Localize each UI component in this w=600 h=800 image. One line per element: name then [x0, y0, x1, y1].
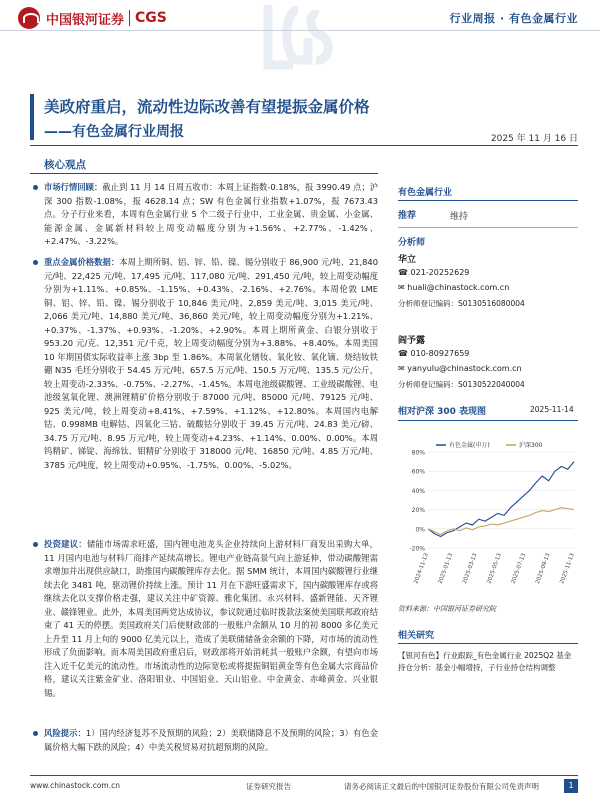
bullet-icon: [33, 260, 38, 265]
series-line-1: [428, 508, 574, 535]
report-type-label: 行业周报 · 有色金属行业: [449, 12, 578, 25]
rating-label: 推荐: [398, 211, 417, 221]
analyst-email[interactable]: [398, 283, 509, 292]
legend-label: 有色金属(申万): [449, 442, 490, 449]
email-value[interactable]: huali@chinastock.com.cn: [407, 283, 510, 292]
sidebar-divider: [398, 200, 578, 201]
paragraph-text: 1）国内经济复苏不及预期的风险；2）美联储降息不及预期的风险；3）有色金属价格大幅下跌的风险；4）中美关税贸易对抗超预期的风险。: [44, 728, 378, 752]
paragraph-risk-warning: [44, 727, 378, 754]
phone-value: 010-80927659: [410, 349, 470, 358]
analyst-phone: [398, 268, 469, 277]
analyst-heading: 分析师: [398, 238, 426, 248]
background-watermark-icon: [258, 0, 368, 70]
chart-date: 2025-11-14: [530, 405, 574, 414]
x-tick-label: 2025-07-13: [510, 552, 528, 585]
logo-mark-icon: [18, 7, 40, 29]
industry-heading: 有色金属行业: [398, 188, 453, 198]
x-tick-label: 2025-05-13: [486, 552, 503, 585]
relative-performance-chart: [398, 438, 578, 588]
chart-svg: [398, 438, 578, 588]
x-tick-label: 2025-01-13: [437, 552, 455, 585]
rating-value: 维持: [450, 212, 469, 222]
core-view-heading: 核心观点: [44, 159, 86, 171]
email-value[interactable]: yanyulu@chinastock.com.cn: [407, 364, 522, 373]
sidebar-divider: [398, 227, 578, 228]
legend-label: 沪深300: [519, 442, 543, 449]
y-tick-label: 0%: [415, 526, 425, 534]
phone-icon: ☎: [398, 268, 411, 277]
footer-divider: [30, 775, 578, 776]
series-line-0: [428, 462, 574, 537]
analyst-name: 阎予露: [398, 336, 426, 346]
y-tick-label: 40%: [411, 487, 425, 495]
email-icon: ✉: [398, 283, 408, 292]
analyst-email[interactable]: [398, 364, 522, 373]
page-number: 1: [564, 779, 578, 793]
title-divider: [30, 145, 578, 146]
y-tick-label: 80%: [411, 449, 425, 457]
analyst-name: 华立: [398, 255, 417, 265]
analyst-phone: [398, 349, 469, 358]
paragraph-investment-advice: [44, 538, 378, 700]
paragraph-lead: 市场行情回顾：: [44, 182, 103, 192]
y-tick-label: -20%: [409, 545, 425, 553]
sidebar-divider: [398, 643, 578, 644]
y-tick-label: 60%: [411, 468, 425, 476]
analyst-cert: 分析师登记编码：S0130522040004: [398, 380, 525, 389]
chart-source: 资料来源：中国银河证券研究院: [398, 605, 496, 613]
paragraph-lead: 投资建议：: [44, 539, 87, 549]
paragraph-metal-prices: [44, 256, 378, 472]
paragraph-text: 截止到 11 月 14 日周五收市：本周上证指数-0.18%，报 3990.49 点；沪深 300 指数-1.08%，报 4628.14 点；SW 有色金属行业指数+1.07%，报 7673.43 点。分子行业来看，本周有色金属行业 5 个二级子行业中，工业金属、贵金属、小金属、能源金属、金属新材料较上周变动幅度分别为+1.56%、+2.77%、-1.42%、+2.47%、-3.22%。: [44, 182, 378, 246]
bullet-icon: [33, 185, 38, 190]
report-title: 美政府重启，流动性边际改善有望提振金属价格: [44, 98, 370, 116]
header-divider: [0, 30, 600, 31]
x-tick-label: 2025-03-13: [461, 552, 479, 585]
x-tick-label: 2025-09-13: [534, 552, 552, 585]
company-logo: [18, 7, 167, 29]
phone-icon: ☎: [398, 349, 411, 358]
sidebar-divider: [398, 420, 578, 421]
x-tick-label: 2024-11-13: [413, 552, 430, 585]
y-tick-label: 20%: [411, 507, 425, 515]
core-view-divider: [30, 173, 378, 174]
phone-value: 021-20252629: [410, 268, 470, 277]
analyst-cert: 分析师登记编码：S0130516080004: [398, 299, 525, 308]
chart-heading: 相对沪深 300 表现图: [398, 407, 487, 417]
bullet-icon: [33, 542, 38, 547]
related-research-link[interactable]: 【银河有色】行业跟踪_有色金属行业 2025Q2 基金持仓分析：基金小幅增持，子行业持仓结构调整: [398, 651, 572, 672]
footer-site[interactable]: www.chinastock.com.cn: [30, 781, 120, 790]
paragraph-text: 本周上期所铜、铝、锌、铅、镍、锡分别收于 86,900 元/吨、21,840 元/吨、22,425 元/吨、17,495 元/吨、117,080 元/吨、291,450 元/吨，较上周变动幅度分别为+1.11%、+0.85%、-1.15%、+0.43%、-2.16%、+2.76%。本周伦敦 LME 铜、铝、锌、铅、镍、锡分别收于 10,846 美元/吨、2,859 美元/吨、3,015 美元/吨、2,066 美元/吨、14,880 美元/吨、36,860 美元/吨，较上周变动幅度分别为+1.21%、+0.37%、-1.37%、+0.93%、-1.20%、+2.90%。本周上期所黄金、白银分别收于 953.20 元/克、12,351 元/千克，较上周变动幅度分别为+3.88%、+8.40%。本周美国 10 年期国债实际收益率上涨 3bp 至 1.86%。本周氧化镨钕、氧化钕、氧化镝、烧结钕铁硼 N35 毛坯分别收于 54.45 万元/吨、657.5 万元/吨、150.5 万元/吨、135.5 元/公斤，较上周变动-2.33%、-0.75%、-2.27%、-1.45%。本周电池级碳酸锂、工业级碳酸锂、电池级氢氧化锂、澳洲锂精矿价格分别收于 87000 元/吨、85000 元/吨、79125 元/吨、925 美元/吨，较上周变动+8.41%、+7.59%、+1.12%、+12.80%。本周国内电解钴、0.998MB 电解钴、四氧化三钴、硫酸钴分别收于 39.45 万元/吨、24.83 美元/磅、34.75 万元/吨、8.95 万元/吨，较上周变动+4.23%、+1.14%、0.00%、0.00%。本周钨精矿、锑锭、海绵钛、钼精矿分别收于 318000 元/吨、16850 元/吨、4.85 万元/吨、3785 元/吨度，较上周变动+0.95%、-1.75%、0.00%、-5.02%。: [44, 257, 378, 470]
logo-text: 中国银河证券: [46, 12, 125, 28]
report-subtitle: ——有色金属行业周报: [44, 124, 184, 140]
paragraph-lead: 重点金属价格数据：: [44, 257, 120, 267]
related-heading: 相关研究: [398, 631, 435, 641]
paragraph-lead: 风险提示：: [44, 728, 86, 738]
bullet-icon: [33, 731, 38, 736]
paragraph-market-review: [44, 181, 378, 249]
footer-disclaimer: 请务必阅读正文最后的中国银河证券股份有限公司免责声明: [344, 782, 539, 791]
logo-cgs: CGS: [129, 10, 167, 26]
email-icon: ✉: [398, 364, 408, 373]
x-tick-label: 2025-11-13: [559, 552, 576, 585]
footer-center: 证券研究报告: [246, 782, 291, 791]
report-date: 2025 年 11 月 16 日: [490, 134, 578, 144]
paragraph-text: 储能市场需求旺盛，国内锂电池龙头企业持续向上游材料厂商发出采购大单，11 月国内电池与材料厂商排产延续高增长。锂电产业链高景气向上游延伸，带动碳酸锂需求增加并出现供应缺口，助推国内碳酸锂库存去化。据 SMM 统计，本周国内碳酸锂行业继续去化 3481 吨，驱动锂价持续上涨。预计 11 月在下游旺盛需求下，国内碳酸锂库存或将继续去化以支撑价格走强，建议关注中矿资源、雅化集团、永兴材料、盛新锂能、天齐锂业、赣锋锂业。此外，本周美国两党达成协议，参议院通过临时拨款法案使美国联邦政府结束了 41 天的停摆。美国政府关门后使财政部的一般账户余额从 10 月的初 8000 多亿美元上升至 11 月上旬的 9000 亿美元以上，造成了美联储储备金余额的下降，对市场的流动性形成了负面影响。而本周美国政府重启后，财政部将开始消耗其一般账户余额，有望向市场注入近千亿美元的流动性。市场流动性的边际宽松或将提振铜铝黄金等有色金属大宗商品价格，建议关注紫金矿业、洛阳钼业、中国铝业、天山铝业、中金黄金、赤峰黄金、兴业银锡。: [44, 539, 378, 698]
title-accent-bar: [30, 94, 34, 140]
